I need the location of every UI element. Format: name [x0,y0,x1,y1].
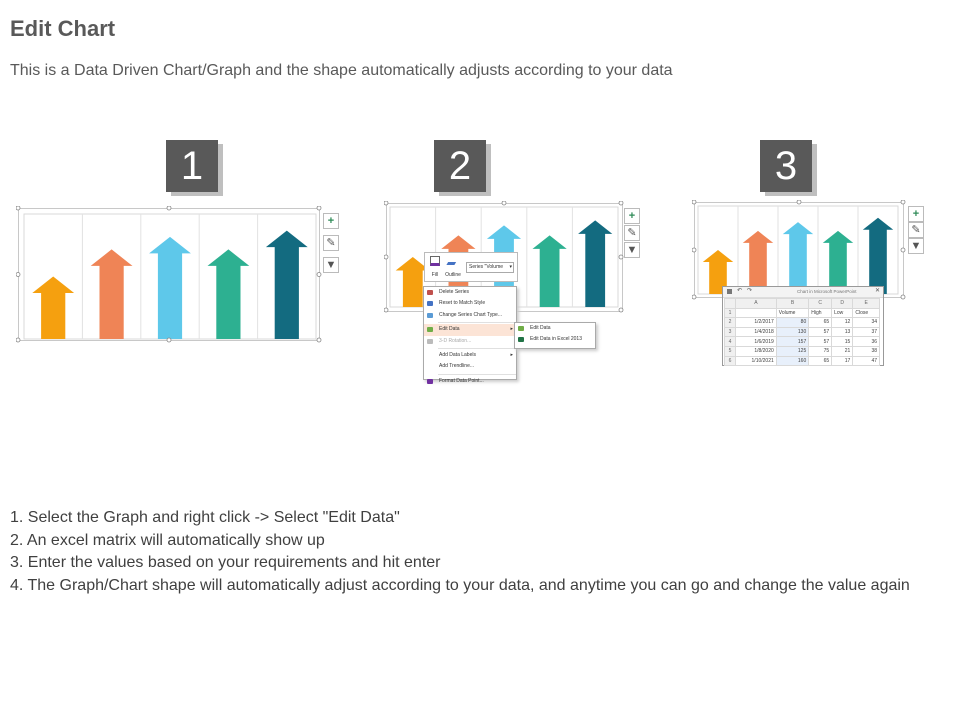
table-cell[interactable]: 38 [853,346,880,356]
fill-icon [430,256,440,266]
instructions [10,507,940,597]
excel-grid[interactable] [724,298,880,366]
menu-item-label: Delete Series [439,289,470,295]
resize-handle[interactable] [384,201,388,205]
table-cell[interactable]: 1/8/2020 [736,346,777,356]
resize-handle[interactable] [16,206,20,210]
menu-item[interactable] [424,287,516,298]
chart-elements-button[interactable] [908,206,924,222]
header-cell[interactable]: Low [832,308,853,318]
row-header: 3 [725,327,736,337]
plus-icon: + [912,208,920,220]
chevron-right-icon: ▸ [510,351,513,358]
outline-label: Outline [445,272,461,278]
rotation-icon [427,339,433,344]
table-cell[interactable]: 36 [853,337,880,347]
brush-icon: ✎ [627,227,637,239]
resize-handle[interactable] [797,200,801,204]
table-cell[interactable]: 125 [776,346,808,356]
plus-icon: + [628,210,636,222]
menu-item-label: Change Series Chart Type... [439,311,502,318]
menu-item-label: Add Data Labels [439,351,476,358]
column-header-row [725,299,880,309]
instruction-4: 4. The Graph/Chart shape will automatically adjust according to your data, and anytime you can go and change the value again [10,576,910,594]
menu-separator [438,374,516,375]
table-cell[interactable]: 13 [832,327,853,337]
mini-toolbar [424,252,518,282]
chart-elements-button[interactable] [624,208,640,224]
column-header: C [809,299,832,309]
table-row [725,356,880,366]
header-cell[interactable]: Close [853,308,880,318]
context-menu [423,286,517,384]
row-header: 5 [725,346,736,356]
menu-item[interactable] [424,361,516,372]
submenu-item[interactable] [515,334,595,345]
table-cell[interactable]: 12 [832,318,853,328]
chart-styles-button[interactable] [624,225,640,241]
table-cell[interactable]: 17 [832,356,853,366]
resize-handle[interactable] [901,200,905,204]
column-header: E [853,299,880,309]
resize-handle[interactable] [619,201,623,205]
table-cell[interactable]: 47 [853,356,880,366]
series-select[interactable] [466,262,514,273]
series-select-value: Series "Volume [469,264,504,270]
edit-data-icon [427,327,433,332]
table-cell[interactable]: 15 [832,337,853,347]
filter-icon: ▼ [325,259,337,271]
fill-label: Fill [431,272,439,278]
excel-titlebar [723,287,883,298]
filter-icon: ▼ [626,244,638,256]
resize-handle[interactable] [619,255,623,259]
menu-item-label: Add Trendline... [439,363,475,370]
table-cell[interactable]: 37 [853,327,880,337]
table-cell[interactable]: 80 [776,318,808,328]
table-cell[interactable]: 57 [809,337,832,347]
chevron-right-icon: ▸ [510,326,513,333]
reset-icon [427,301,433,306]
table-cell[interactable]: 57 [809,327,832,337]
table-cell[interactable]: 1/6/2019 [736,337,777,347]
column-header: A [736,299,777,309]
column-header: D [832,299,853,309]
chart-panel-1[interactable] [16,206,322,343]
header-cell[interactable]: High [809,308,832,318]
step-badge-1: 1 [166,140,218,192]
row-header: 2 [725,318,736,328]
table-row [725,308,880,318]
edit-data-submenu [514,322,596,349]
chart-styles-button[interactable] [908,222,924,238]
submenu-item-label: Edit Data [530,325,551,331]
resize-handle[interactable] [167,338,171,342]
instruction-1: 1. Select the Graph and right click -> Select "Edit Data" [10,509,400,526]
table-row [725,318,880,328]
resize-handle[interactable] [692,200,696,204]
step-badge-3: 3 [760,140,812,192]
plus-icon: + [327,215,335,227]
chart-type-icon [427,313,433,318]
resize-handle[interactable] [167,206,171,210]
menu-item-label: Format Data Point... [439,377,484,384]
step-badge-2: 2 [434,140,486,192]
brush-icon: ✎ [911,224,921,236]
resize-handle[interactable] [692,295,696,299]
chart-filters-button[interactable] [323,257,339,273]
resize-handle[interactable] [317,206,321,210]
table-cell[interactable]: 34 [853,318,880,328]
resize-handle[interactable] [16,273,20,277]
submenu-item[interactable] [515,323,595,334]
chevron-down-icon: ▾ [509,264,512,270]
menu-item[interactable] [424,298,516,309]
resize-handle[interactable] [502,201,506,205]
filter-icon: ▼ [910,240,922,252]
brush-icon: ✎ [326,237,336,249]
excel-icon [518,337,524,342]
outline-button[interactable] [444,255,462,278]
page-subtitle: This is a Data Driven Chart/Graph and the shape automatically adjusts according to your data [10,62,673,79]
menu-item-label: Edit Data [439,326,460,333]
resize-handle[interactable] [16,338,20,342]
resize-handle[interactable] [901,248,905,252]
menu-item[interactable] [424,350,516,361]
instruction-2: 2. An excel matrix will automatically show up [10,531,325,549]
resize-handle[interactable] [384,255,388,259]
undo-icon[interactable]: ↶ [737,288,743,294]
table-cell[interactable]: 65 [809,356,832,366]
table-cell[interactable]: 1/2/2017 [736,318,777,328]
excel-window-title: Chart in Microsoft PowerPoint [797,289,857,294]
chart-filters-button[interactable] [624,242,640,258]
resize-handle[interactable] [317,273,321,277]
menu-item-label: 3-D Rotation... [439,337,472,344]
resize-handle[interactable] [317,338,321,342]
table-cell[interactable]: 21 [832,346,853,356]
resize-handle[interactable] [901,295,905,299]
delete-icon [427,290,433,295]
table-cell[interactable]: 1/10/2021 [736,356,777,366]
menu-separator [438,322,516,323]
edit-data-icon [518,326,524,331]
chart-styles-button[interactable] [323,235,339,251]
table-row [725,337,880,347]
header-cell[interactable] [736,308,777,318]
chart-1[interactable] [16,206,322,343]
close-icon[interactable]: ✕ [874,288,880,294]
table-cell[interactable]: 75 [809,346,832,356]
row-header: 4 [725,337,736,347]
chart-3[interactable] [692,200,906,300]
chart-panel-3[interactable] [692,200,906,300]
row-header: 6 [725,356,736,366]
fill-button[interactable] [428,255,442,278]
instruction-3: 3. Enter the values based on your requirements and hit enter [10,554,441,571]
page-title: Edit Chart [10,16,116,41]
menu-item[interactable] [424,324,516,335]
column-header: B [776,299,808,309]
resize-handle[interactable] [384,308,388,312]
corner-cell [725,299,736,309]
table-cell[interactable]: 1/4/2018 [736,327,777,337]
menu-item [424,336,516,347]
menu-item[interactable] [424,376,516,387]
menu-separator [438,348,516,349]
table-cell[interactable]: 130 [776,327,808,337]
table-cell[interactable]: 65 [809,318,832,328]
redo-icon[interactable]: ↷ [747,288,753,294]
chart-elements-button[interactable] [323,213,339,229]
menu-item-label: Reset to Match Style [439,300,486,307]
resize-handle[interactable] [692,248,696,252]
chart-filters-button[interactable] [908,238,924,254]
submenu-item-label: Edit Data in Excel 2013 [530,336,582,343]
table-cell[interactable]: 160 [776,356,808,366]
menu-item[interactable] [424,310,516,321]
table-row [725,346,880,356]
row-header: 1 [725,308,736,318]
table-cell[interactable]: 157 [776,337,808,347]
save-icon[interactable] [727,289,732,294]
table-row [725,327,880,337]
excel-window [722,286,884,366]
resize-handle[interactable] [619,308,623,312]
format-icon [427,379,433,384]
header-cell[interactable]: Volume [776,308,808,318]
outline-icon [446,256,459,265]
